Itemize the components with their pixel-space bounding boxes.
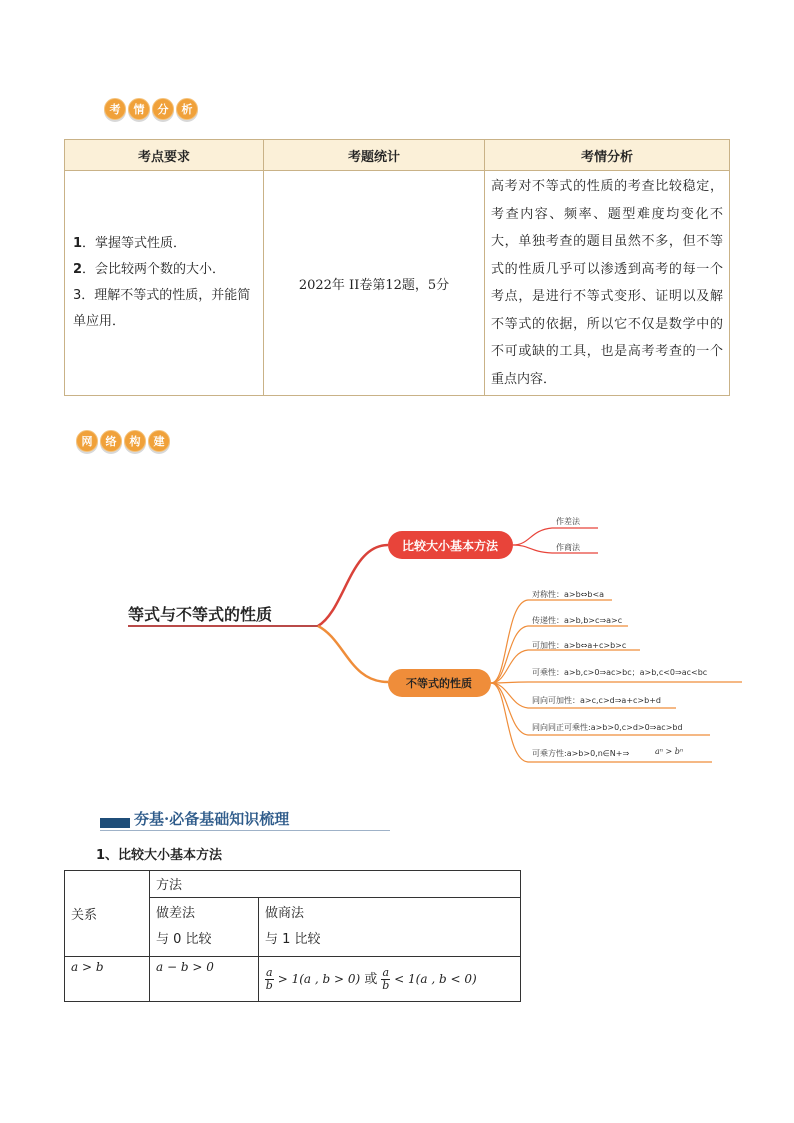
branch1-label: 比较大小基本方法 <box>401 539 499 553</box>
table-header: 考题统计 <box>264 140 485 171</box>
badge-char: 络 <box>100 430 122 452</box>
diff-method-cell: 做差法 与 0 比较 <box>150 898 259 957</box>
table-header: 考点要求 <box>65 140 264 171</box>
branch2-label: 不等式的性质 <box>406 677 472 690</box>
list-item: 1．掌握等式性质． <box>73 236 187 251</box>
section-title-marker <box>100 818 130 828</box>
badge-char: 建 <box>148 430 170 452</box>
connector-branch1 <box>318 545 388 626</box>
section-title-bar <box>100 808 390 831</box>
list-item: 3．理解不等式的性质，并能简单应用． <box>73 288 251 329</box>
power-expression: aⁿ > bⁿ <box>655 747 684 756</box>
mind-map-root: 等式与不等式的性质 <box>128 605 273 624</box>
badge-char: 网 <box>76 430 98 452</box>
connector-branch2 <box>318 626 388 682</box>
badge-char: 析 <box>176 98 198 120</box>
table-row <box>65 171 730 396</box>
badge-char: 考 <box>104 98 126 120</box>
section-badge-analysis <box>104 98 198 120</box>
fraction: $\frac{a}{b}$ <box>382 965 390 992</box>
leaf-label: 传递性：a>b,b>c⇒a>c <box>532 616 623 625</box>
table-header-row <box>65 140 730 171</box>
requirements-cell <box>65 171 264 396</box>
table-row <box>65 957 521 1002</box>
fraction: $\frac{a}{b}$ <box>265 965 273 992</box>
method-header: 方法 <box>150 871 521 898</box>
section-badge-network <box>76 430 170 452</box>
badge-char: 分 <box>152 98 174 120</box>
stats-cell: 2022年 II卷第12题，5分 <box>264 171 485 396</box>
leaf-label: 作差法 <box>556 517 580 526</box>
quot-expr-cell: $\frac{a}{b}$ > 1(a , b > 0) 或 $\frac{a}{b}$ < 1(a , b < 0) <box>259 957 521 1002</box>
section-title: 夯基·必备基础知识梳理 <box>134 810 290 828</box>
mind-map <box>0 490 794 790</box>
relation-header: 关系 <box>65 871 150 957</box>
exam-analysis-table <box>64 139 730 396</box>
relation-cell: a > b <box>65 957 150 1002</box>
leaf-label: 可乘性：a>b,c>0⇒ac>bc；a>b,c<0⇒ac<bc <box>532 668 708 677</box>
quot-method-cell: 做商法 与 1 比较 <box>259 898 521 957</box>
leaf-label: 作商法 <box>556 543 580 552</box>
leaf-label: 对称性：a>b⇔b<a <box>532 590 605 599</box>
table-row <box>65 871 521 898</box>
comparison-methods-table <box>64 870 521 1002</box>
list-item: 2．会比较两个数的大小． <box>73 262 226 277</box>
diff-expr-cell: a − b > 0 <box>150 957 259 1002</box>
badge-char: 构 <box>124 430 146 452</box>
leaf-label: 可加性：a>b⇔a+c>b>c <box>532 641 627 650</box>
leaf-label: 同向可加性：a>c,c>d⇒a+c>b+d <box>532 696 661 705</box>
badge-char: 情 <box>128 98 150 120</box>
leaf-label: 可乘方性:a>b>0,n∈N+⇒ <box>532 749 630 758</box>
leaf-label: 同向同正可乘性:a>b>0,c>d>0⇒ac>bd <box>532 723 683 732</box>
table-header: 考情分析 <box>485 140 730 171</box>
analysis-cell: 高考对不等式的性质的考查比较稳定，考查内容、频率、题型难度均变化不大，单独考查的题目虽然不多，但不等式的性质几乎可以渗透到高考的每一个考点，是进行不等式变形、证明以及解不等式的依据，所以它不仅是数学中的不可或缺的工具，也是高考考查的一个重点内容． <box>485 171 730 396</box>
subsection-heading: 1、比较大小基本方法 <box>96 848 223 863</box>
